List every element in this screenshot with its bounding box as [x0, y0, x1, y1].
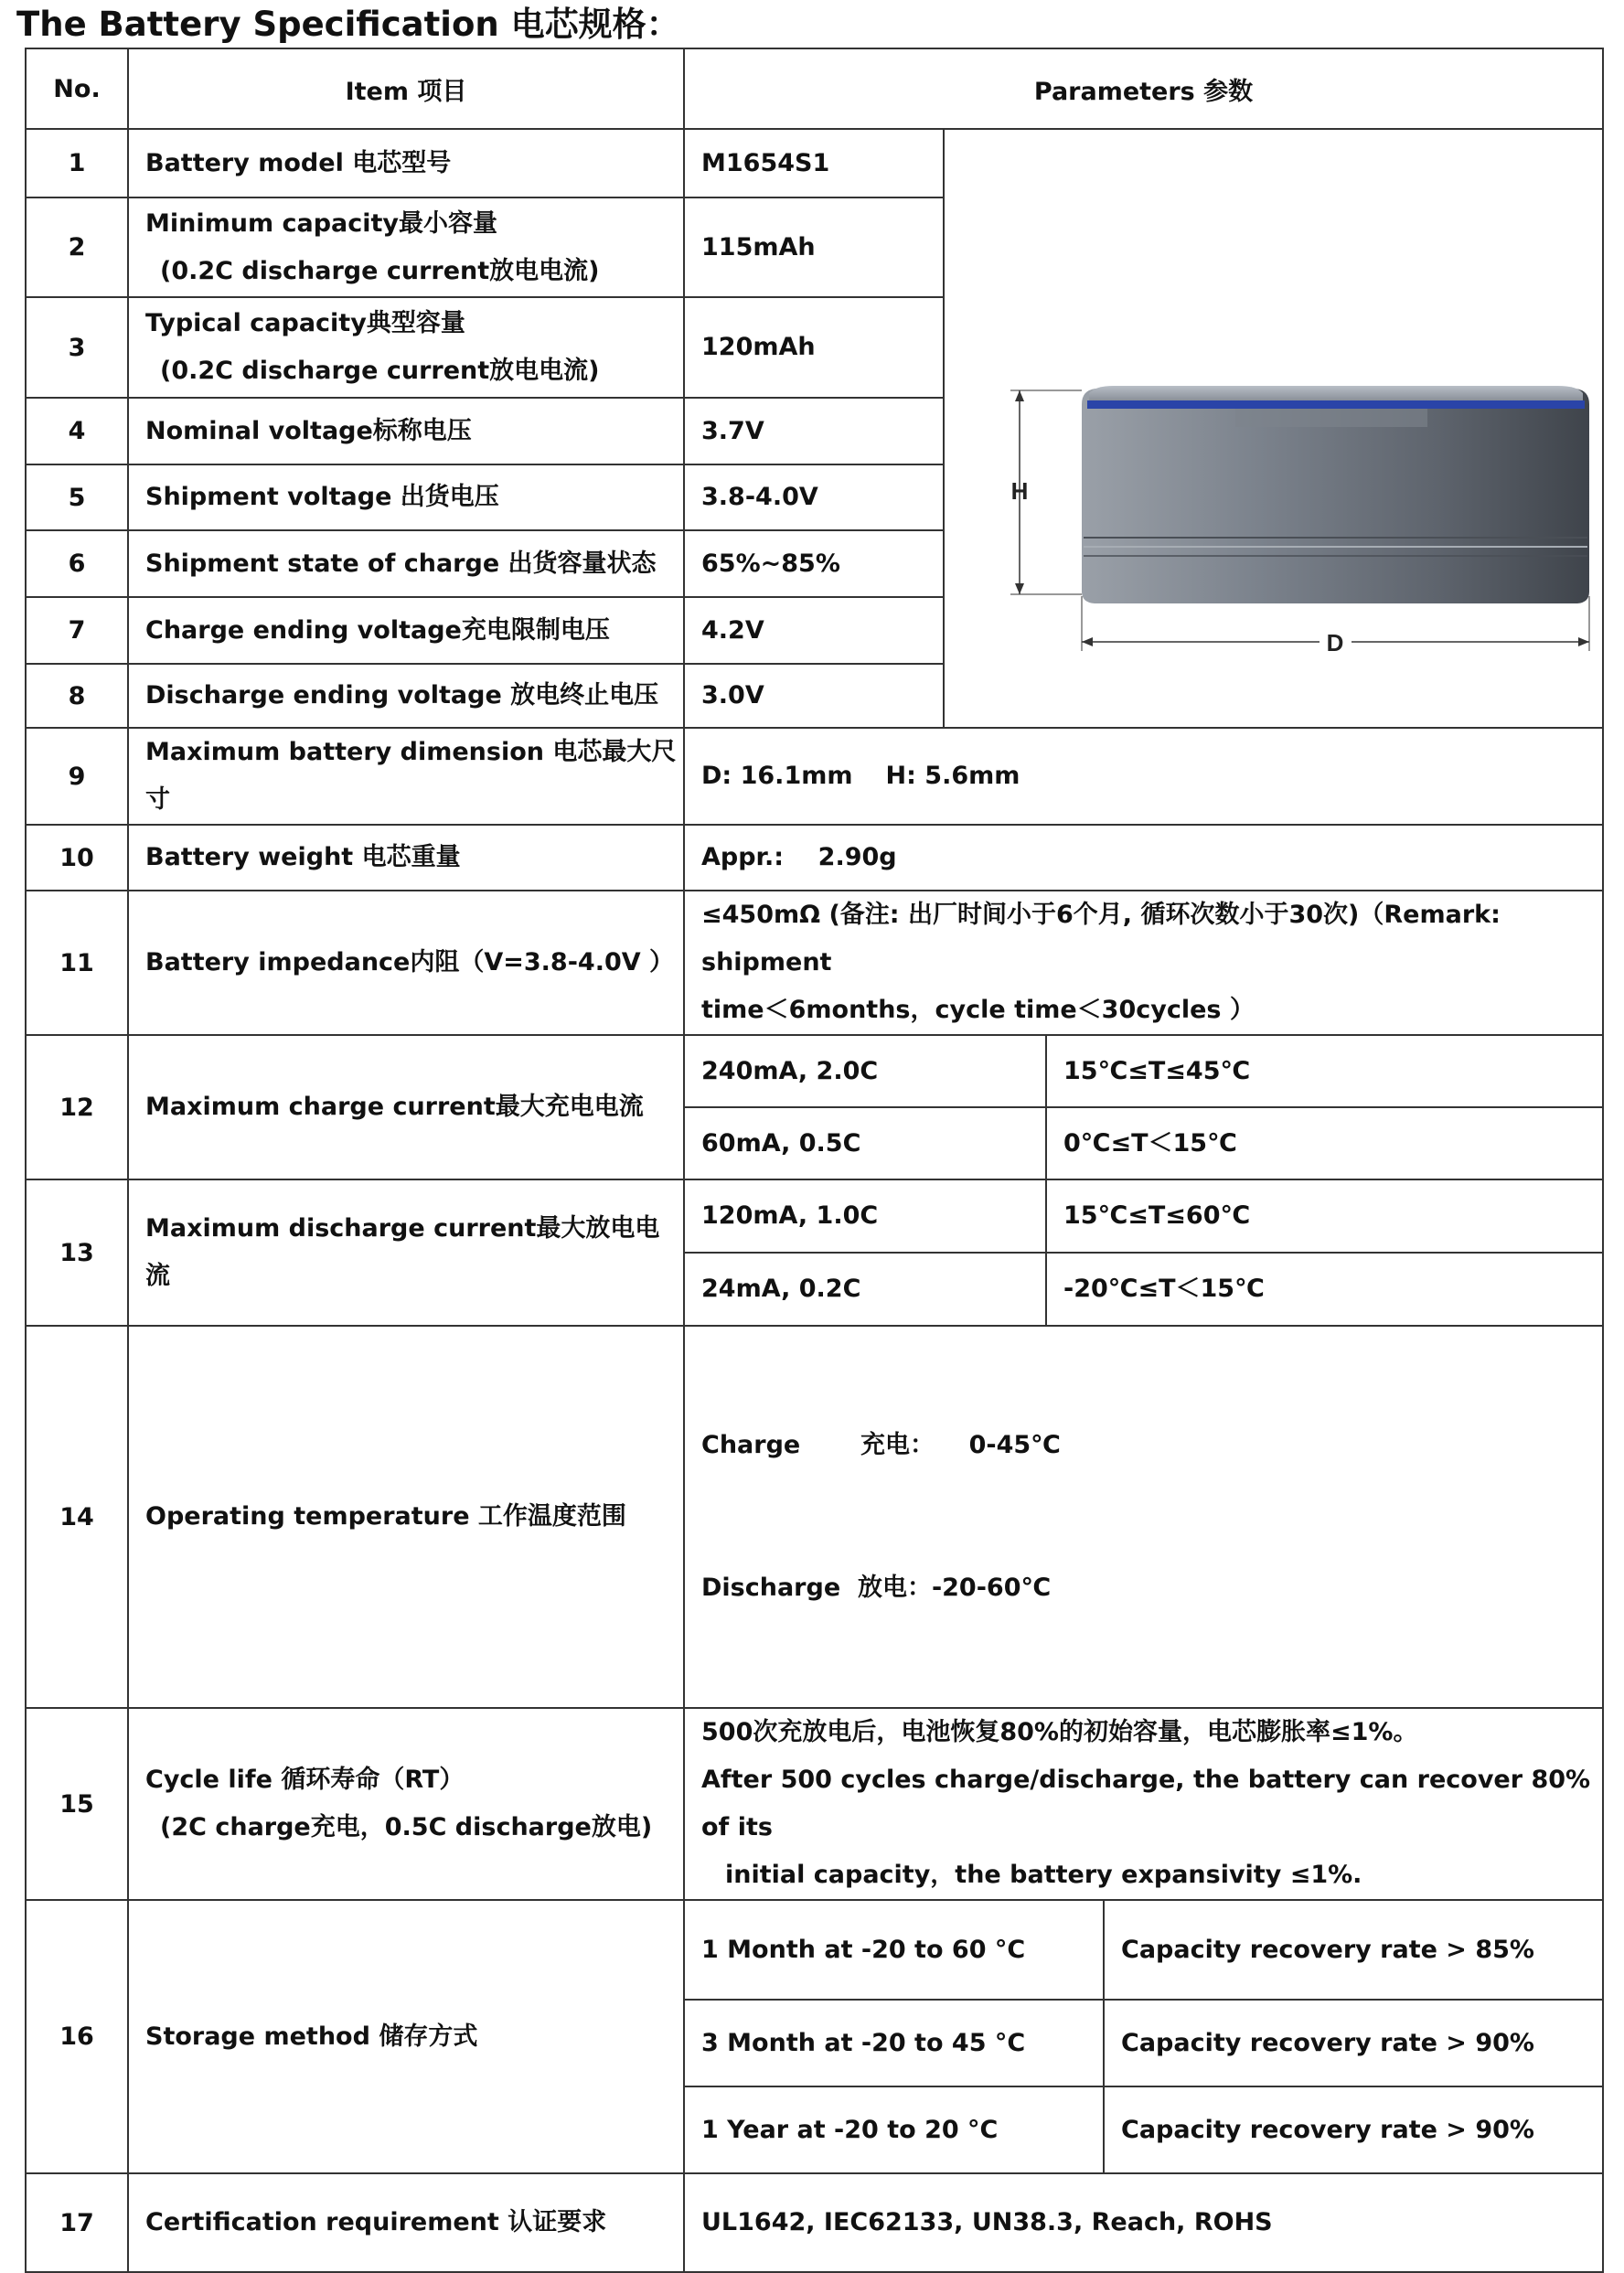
- dimension-h-value: H: 5.6mm: [885, 762, 1020, 790]
- row-value-line: ≤450mΩ (备注: 出厂时间小于6个月, 循环次数小于30次)（Remark: shipment: [701, 901, 1501, 976]
- row-item-line: Minimum capacity最小容量: [145, 208, 498, 238]
- row-value-line: time＜6months，cycle time＜30cycles ）: [701, 996, 1255, 1024]
- table-row: [26, 129, 1603, 197]
- sub-value-a: 1 Month at -20 to 60 °C: [684, 1900, 1104, 2000]
- row-item: Maximum battery dimension 电芯最大尺寸: [128, 728, 684, 825]
- row-no: 16: [26, 1900, 128, 2173]
- row-no: 4: [26, 398, 128, 464]
- row-no: 7: [26, 597, 128, 664]
- table-row: [26, 1708, 1603, 1900]
- row-item: Charge ending voltage充电限制电压: [128, 597, 684, 664]
- battery-blue-band: [1087, 400, 1585, 409]
- row-no: 5: [26, 464, 128, 530]
- table-row: [26, 2173, 1603, 2272]
- row-item: [128, 297, 684, 398]
- row-item: Battery weight 电芯重量: [128, 825, 684, 891]
- row-value-line: Discharge 放电：-20-60℃: [701, 1574, 1052, 1602]
- row-item: [128, 197, 684, 297]
- table-row: [26, 728, 1603, 825]
- row-value: 115mAh: [684, 197, 944, 297]
- sub-value-b: -20℃≤T＜15℃: [1046, 1253, 1603, 1326]
- sub-value-a: 1 Year at -20 to 20 °C: [684, 2086, 1104, 2173]
- d-arrow-right: [1578, 637, 1589, 646]
- table-row: [26, 1326, 1603, 1708]
- h-arrow-down: [1015, 583, 1024, 594]
- d-dimension-label: D: [1326, 629, 1344, 656]
- row-item: Shipment state of charge 出货容量状态: [128, 530, 684, 597]
- row-item: Maximum charge current最大充电电流: [128, 1035, 684, 1179]
- h-arrow-up: [1015, 390, 1024, 401]
- sub-value-a: 60mA, 0.5C: [684, 1107, 1046, 1179]
- row-no: 10: [26, 825, 128, 891]
- row-value: [684, 728, 1603, 825]
- row-value: 65%~85%: [684, 530, 944, 597]
- row-value: 4.2V: [684, 597, 944, 664]
- page-title: The Battery Specification 电芯规格：: [16, 5, 680, 44]
- header-item: Item 项目: [128, 48, 684, 129]
- row-no: 2: [26, 197, 128, 297]
- table-row: [26, 1035, 1603, 1107]
- row-no: 1: [26, 129, 128, 197]
- dimension-d-value: D: 16.1mm: [701, 762, 853, 790]
- row-item: Certification requirement 认证要求: [128, 2173, 684, 2272]
- sub-value-b: 15℃≤T≤60℃: [1046, 1179, 1603, 1253]
- battery-illustration: [945, 130, 1603, 729]
- sub-value-a: 3 Month at -20 to 45 °C: [684, 2000, 1104, 2086]
- sub-value-a: 120mA, 1.0C: [684, 1179, 1046, 1253]
- h-dimension-label: H: [1010, 477, 1029, 505]
- row-item: Battery model 电芯型号: [128, 129, 684, 197]
- row-item: Shipment voltage 出货电压: [128, 464, 684, 530]
- row-no: 15: [26, 1708, 128, 1900]
- table-row: [26, 825, 1603, 891]
- row-item: Maximum discharge current最大放电电流: [128, 1179, 684, 1326]
- row-value: 3.8-4.0V: [684, 464, 944, 530]
- row-no: 9: [26, 728, 128, 825]
- battery-image-cell: [944, 129, 1603, 728]
- row-value: Appr.: 2.90g: [684, 825, 1603, 891]
- sub-value-a: 240mA, 2.0C: [684, 1035, 1046, 1107]
- sub-value-a: 24mA, 0.2C: [684, 1253, 1046, 1326]
- table-row: [26, 1900, 1603, 2000]
- sub-value-b: Capacity recovery rate > 90%: [1104, 2000, 1603, 2086]
- row-no: 12: [26, 1035, 128, 1179]
- row-no: 17: [26, 2173, 128, 2272]
- row-no: 13: [26, 1179, 128, 1326]
- row-item-line: (0.2C discharge current放电电流): [160, 256, 600, 285]
- row-item: [128, 1708, 684, 1900]
- row-value-line: Charge 充电： 0-45℃: [701, 1431, 1061, 1459]
- row-item: Storage method 储存方式: [128, 1900, 684, 2173]
- table-row: [26, 891, 1603, 1035]
- row-value: UL1642, IEC62133, UN38.3, Reach, ROHS: [684, 2173, 1603, 2272]
- row-item-line: (2C charge充电，0.5C discharge放电): [160, 1813, 653, 1841]
- table-header-row: [26, 48, 1603, 129]
- header-no: No.: [26, 48, 128, 129]
- row-no: 6: [26, 530, 128, 597]
- row-value: [684, 891, 1603, 1035]
- sub-value-b: 0℃≤T＜15℃: [1046, 1107, 1603, 1179]
- row-value: 120mAh: [684, 297, 944, 398]
- row-value: [684, 1708, 1603, 1900]
- sub-value-b: 15℃≤T≤45℃: [1046, 1035, 1603, 1107]
- row-item-line: Cycle life 循环寿命（RT）: [145, 1766, 465, 1794]
- row-value-line: initial capacity，the battery expansivity ≤1%.: [725, 1861, 1362, 1889]
- sub-value-b: Capacity recovery rate > 85%: [1104, 1900, 1603, 2000]
- row-item: Discharge ending voltage 放电终止电压: [128, 664, 684, 728]
- row-value-line: 500次充放电后，电池恢复80%的初始容量，电芯膨胀率≤1%。: [701, 1718, 1418, 1746]
- battery-spec-table: [25, 48, 1604, 2273]
- row-value: M1654S1: [684, 129, 944, 197]
- battery-tab: [1235, 409, 1427, 427]
- row-no: 8: [26, 664, 128, 728]
- header-parameters: Parameters 参数: [684, 48, 1603, 129]
- row-value: 3.7V: [684, 398, 944, 464]
- row-item: Operating temperature 工作温度范围: [128, 1326, 684, 1708]
- row-no: 14: [26, 1326, 128, 1708]
- row-item-line: (0.2C discharge current放电电流): [160, 357, 600, 385]
- row-value: 3.0V: [684, 664, 944, 728]
- sub-value-b: Capacity recovery rate > 90%: [1104, 2086, 1603, 2173]
- row-value-line: After 500 cycles charge/discharge, the battery can recover 80% of its: [701, 1766, 1591, 1841]
- row-item-line: Typical capacity典型容量: [145, 309, 465, 337]
- table-row: [26, 1179, 1603, 1253]
- battery-cap: [1089, 386, 1583, 400]
- d-arrow-left: [1082, 637, 1093, 646]
- row-value: [684, 1326, 1603, 1708]
- row-item: Battery impedance内阻（V=3.8-4.0V ）: [128, 891, 684, 1035]
- row-item: Nominal voltage标称电压: [128, 398, 684, 464]
- row-no: 3: [26, 297, 128, 398]
- row-no: 11: [26, 891, 128, 1035]
